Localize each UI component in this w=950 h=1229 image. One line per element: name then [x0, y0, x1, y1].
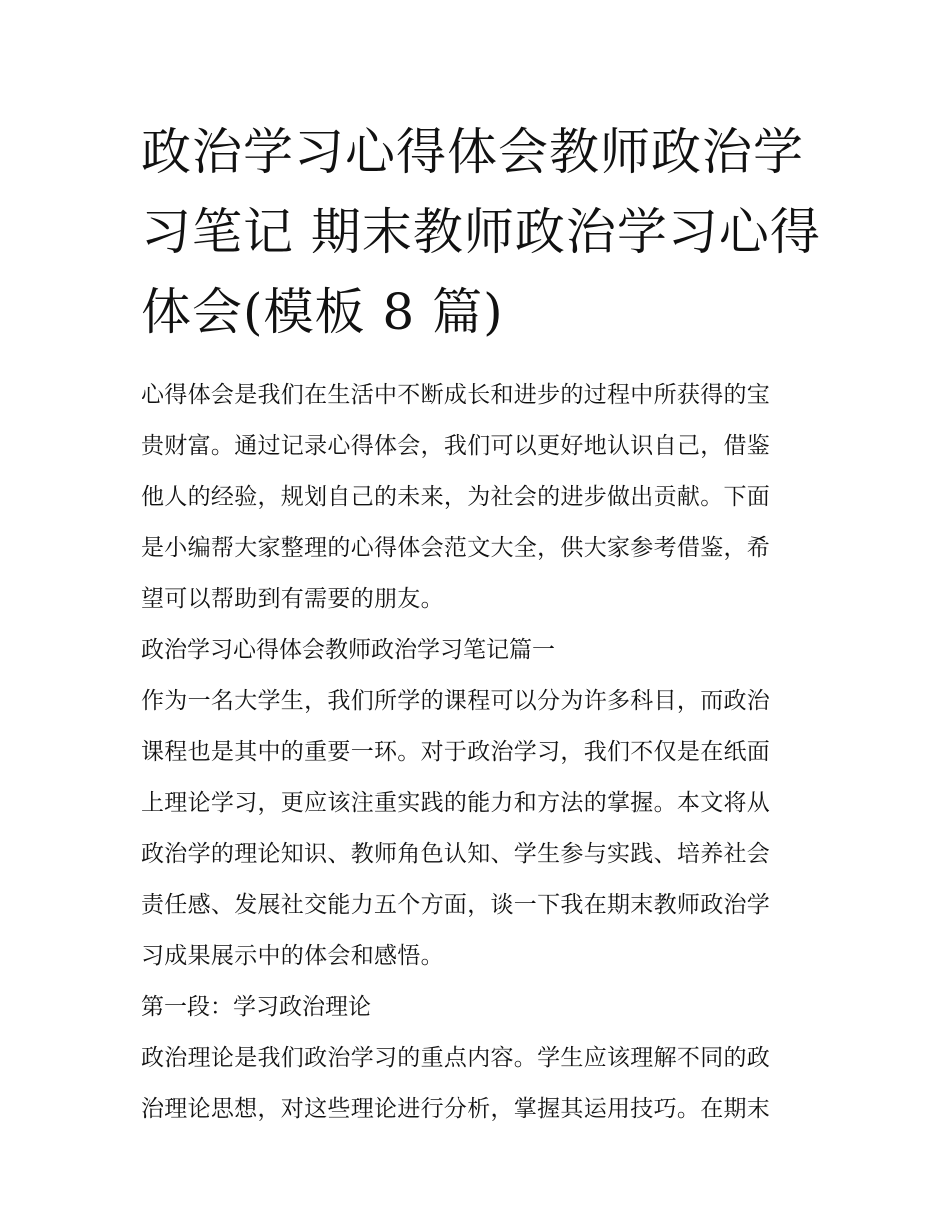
text-line: 望可以帮助到有需要的朋友。	[141, 586, 444, 612]
title-line: 体会(模板 8 篇)	[141, 283, 504, 341]
document-body	[141, 370, 813, 1135]
subheading: 第一段：学习政治理论	[141, 994, 371, 1020]
body-paragraph-2	[141, 1033, 813, 1135]
document-title	[141, 112, 821, 352]
section-heading: 政治学习心得体会教师政治学习笔记篇一	[141, 637, 555, 663]
text-line: 治理论思想，对这些理论进行分析，掌握其运用技巧。在期末	[141, 1096, 771, 1122]
text-line: 上理论学习，更应该注重实践的能力和方法的掌握。本文将从	[141, 790, 771, 816]
text-line: 他人的经验，规划自己的未来，为社会的进步做出贡献。下面	[141, 484, 771, 510]
body-paragraph-1	[141, 676, 813, 982]
text-line: 责任感、发展社交能力五个方面，谈一下我在期末教师政治学	[141, 892, 771, 918]
text-line: 心得体会是我们在生活中不断成长和进步的过程中所获得的宝	[141, 382, 771, 408]
intro-paragraph	[141, 370, 813, 625]
text-line: 课程也是其中的重要一环。对于政治学习，我们不仅是在纸面	[141, 739, 771, 765]
text-line: 是小编帮大家整理的心得体会范文大全，供大家参考借鉴，希	[141, 535, 771, 561]
title-line: 政治学习心得体会教师政治学	[141, 123, 804, 181]
text-line: 习成果展示中的体会和感悟。	[141, 943, 444, 969]
text-line: 贵财富。通过记录心得体会，我们可以更好地认识自己，借鉴	[141, 433, 771, 459]
text-line: 政治学的理论知识、教师角色认知、学生参与实践、培养社会	[141, 841, 771, 867]
text-line: 政治理论是我们政治学习的重点内容。学生应该理解不同的政	[141, 1045, 771, 1071]
document-page	[141, 112, 821, 1135]
text-line: 作为一名大学生，我们所学的课程可以分为许多科目，而政治	[141, 688, 771, 714]
title-line: 习笔记 期末教师政治学习心得	[141, 203, 821, 261]
